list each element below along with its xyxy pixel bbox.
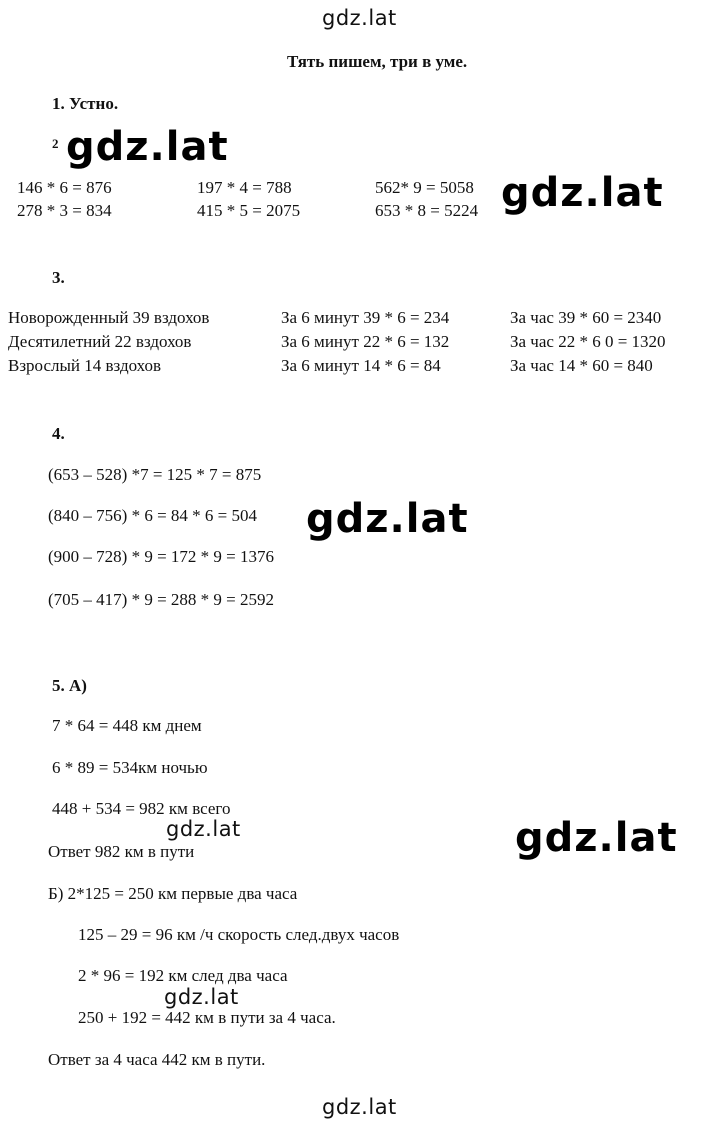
- task3-r2-c1: Десятилетний 22 вздохов: [8, 332, 192, 351]
- task3-r3-c2: За 6 минут 14 * 6 = 84: [281, 356, 441, 375]
- task2-r2-c2: 415 * 5 = 2075: [197, 201, 301, 220]
- task2-r1-c1: 146 * 6 = 876: [17, 178, 112, 197]
- task5b-line-2: 125 – 29 = 96 км /ч скорость след.двух часов: [78, 925, 400, 944]
- task3-r3-c1: Взрослый 14 вздохов: [8, 356, 162, 375]
- task3-r1-c1: Новорожденный 39 вздохов: [8, 308, 210, 327]
- task2-r1-c3: 562* 9 = 5058: [375, 178, 474, 197]
- task4-line-1: (653 – 528) *7 = 125 * 7 = 875: [48, 465, 262, 484]
- task4-line-3: (900 – 728) * 9 = 172 * 9 = 1376: [48, 547, 274, 566]
- task3-r1-c2: За 6 минут 39 * 6 = 234: [281, 308, 450, 327]
- task5-answer: Ответ за 4 часа 442 км в пути.: [48, 1050, 266, 1069]
- task5a-line-3: 448 + 534 = 982 км всего: [52, 799, 231, 818]
- task5a-line-2: 6 * 89 = 534км ночью: [52, 758, 208, 777]
- watermark-task2: gdz.lat: [66, 124, 229, 170]
- task2-r1-c2: 197 * 4 = 788: [197, 178, 292, 197]
- task2-r2-c3: 653 * 8 = 5224: [375, 201, 479, 220]
- task5a-line-1: 7 * 64 = 448 км днем: [52, 716, 202, 735]
- watermark-task5a: gdz.lat: [166, 817, 241, 841]
- task3-r2-c2: За 6 минут 22 * 6 = 132: [281, 332, 450, 351]
- watermark-top: gdz.lat: [322, 6, 397, 30]
- task4-line-4: (705 – 417) * 9 = 288 * 9 = 2592: [48, 590, 274, 609]
- task5a-answer: Ответ 982 км в пути: [48, 842, 195, 861]
- task3-r1-c3: За час 39 * 60 = 2340: [510, 308, 662, 327]
- task3-r2-c3: За час 22 * 6 0 = 1320: [510, 332, 666, 351]
- watermark-task4: gdz.lat: [306, 496, 469, 542]
- task5-heading: 5. А): [52, 676, 87, 695]
- task5b-line-4: 250 + 192 = 442 км в пути за 4 часа.: [78, 1008, 336, 1027]
- page-title: Тять пишем, три в уме.: [287, 52, 468, 71]
- task2-number: 2: [52, 136, 59, 151]
- task4-line-2: (840 – 756) * 6 = 84 * 6 = 504: [48, 506, 257, 525]
- task4-heading: 4.: [52, 424, 65, 443]
- task3-r3-c3: За час 14 * 60 = 840: [510, 356, 653, 375]
- task5b-line-3: 2 * 96 = 192 км след два часа: [78, 966, 288, 985]
- task2-r2-c1: 278 * 3 = 834: [17, 201, 112, 220]
- task1-heading: 1. Устно.: [52, 94, 119, 113]
- task5b-line-1: Б) 2*125 = 250 км первые два часа: [48, 884, 298, 903]
- watermark-right-1: gdz.lat: [501, 170, 664, 216]
- watermark-task5b: gdz.lat: [164, 985, 239, 1009]
- watermark-bottom: gdz.lat: [322, 1095, 397, 1119]
- watermark-right-2: gdz.lat: [515, 815, 678, 861]
- task3-heading: 3.: [52, 268, 65, 287]
